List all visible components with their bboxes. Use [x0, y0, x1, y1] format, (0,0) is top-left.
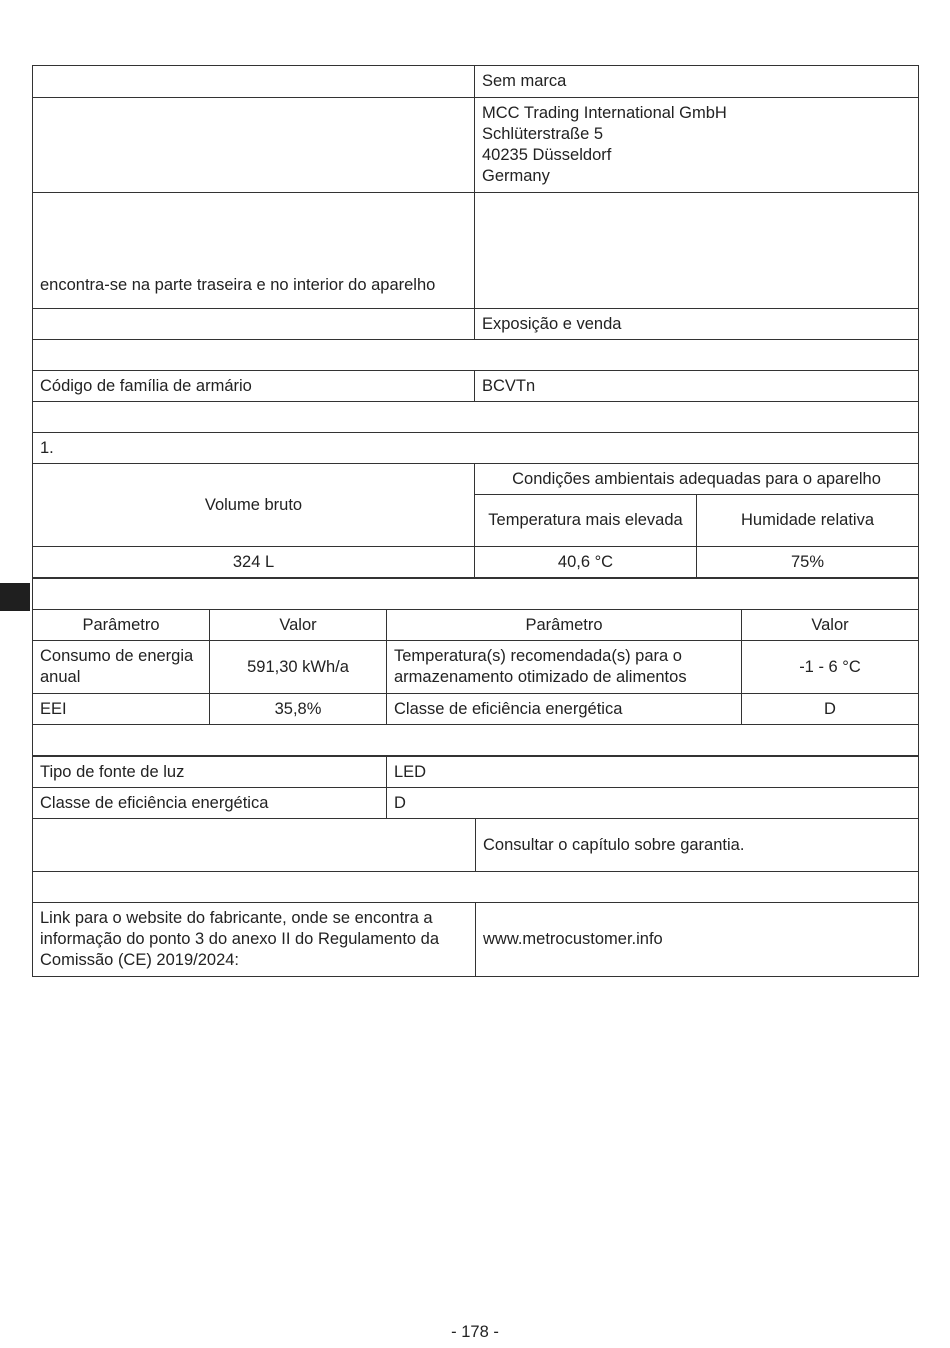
use-label-cell [33, 309, 475, 340]
section-blank-row [33, 725, 919, 756]
item-number: 1. [33, 433, 919, 464]
param-value: 35,8% [210, 694, 387, 725]
section-blank-cell [33, 725, 919, 756]
plate-location: encontra-se na parte traseira e no interior do aparelho [33, 193, 475, 309]
param-header: Parâmetro [33, 610, 210, 641]
value-header: Valor [742, 610, 919, 641]
section-blank-row [33, 579, 919, 610]
light-type-row [33, 757, 919, 788]
supplier-row [33, 98, 919, 193]
section-blank-cell [33, 872, 919, 903]
light-class-value: D [387, 788, 919, 819]
brand-value: Sem marca [475, 66, 919, 98]
plate-value-cell [475, 193, 919, 309]
param-name: EEI [33, 694, 210, 725]
light-type-value: LED [387, 757, 919, 788]
warranty-table [32, 818, 918, 977]
table-row [33, 641, 919, 694]
param-value: 591,30 kWh/a [210, 641, 387, 694]
light-class-row [33, 788, 919, 819]
table-row [33, 694, 919, 725]
light-type-label: Tipo de fonte de luz [33, 757, 387, 788]
section-blank-row [33, 340, 919, 371]
section-blank-row [33, 402, 919, 433]
warranty-row [33, 819, 919, 872]
family-label: Código de família de armário [33, 371, 475, 402]
conditions-label: Condições ambientais adequadas para o aparelho [475, 464, 919, 495]
brand-label-cell [33, 66, 475, 98]
ambient-header-row [33, 464, 919, 495]
ambient-table [32, 463, 918, 578]
section-blank-cell [33, 340, 919, 371]
use-value: Exposição e venda [475, 309, 919, 340]
warranty-value: Consultar o capítulo sobre garantia. [476, 819, 919, 872]
volume-value: 324 L [33, 547, 475, 578]
supplier-label-cell [33, 98, 475, 193]
family-row [33, 371, 919, 402]
param-value: -1 - 6 °C [742, 641, 919, 694]
section-blank-cell [33, 402, 919, 433]
humidity-value: 75% [697, 547, 919, 578]
humidity-label: Humidade relativa [697, 495, 919, 547]
param-value: D [742, 694, 919, 725]
section-blank-row [33, 872, 919, 903]
ambient-values-row [33, 547, 919, 578]
volume-label: Volume bruto [33, 464, 475, 547]
plate-row [33, 193, 919, 309]
info-table [32, 65, 918, 464]
section-blank-cell [33, 579, 919, 610]
temp-label: Temperatura mais elevada [475, 495, 697, 547]
brand-row [33, 66, 919, 98]
value-header: Valor [210, 610, 387, 641]
params-table [32, 578, 918, 756]
param-header: Parâmetro [387, 610, 742, 641]
link-label: Link para o website do fabricante, onde se encontra a informação do ponto 3 do anexo II do Regulamento da Comissão (CE) 2019/2024: [33, 903, 476, 977]
param-name: Consumo de energia anual [33, 641, 210, 694]
param-name: Temperatura(s) recomendada(s) para o armazenamento otimizado de alimentos [387, 641, 742, 694]
link-row [33, 903, 919, 977]
params-header-row [33, 610, 919, 641]
supplier-name: MCC Trading International GmbH [482, 104, 727, 122]
warranty-label-cell [33, 819, 476, 872]
supplier-address [475, 98, 919, 193]
light-table [32, 756, 918, 819]
chapter-tab-marker [0, 583, 30, 611]
use-row [33, 309, 919, 340]
param-name: Classe de eficiência energética [387, 694, 742, 725]
family-value: BCVTn [475, 371, 919, 402]
light-class-label: Classe de eficiência energética [33, 788, 387, 819]
page-number: - 178 - [451, 1323, 499, 1341]
item-number-row [33, 433, 919, 464]
supplier-city: 40235 Düsseldorf [482, 146, 612, 164]
manufacturer-link[interactable]: www.metrocustomer.info [476, 903, 919, 977]
supplier-street: Schlüterstraße 5 [482, 125, 604, 143]
temp-value: 40,6 °C [475, 547, 697, 578]
supplier-country: Germany [482, 167, 550, 185]
